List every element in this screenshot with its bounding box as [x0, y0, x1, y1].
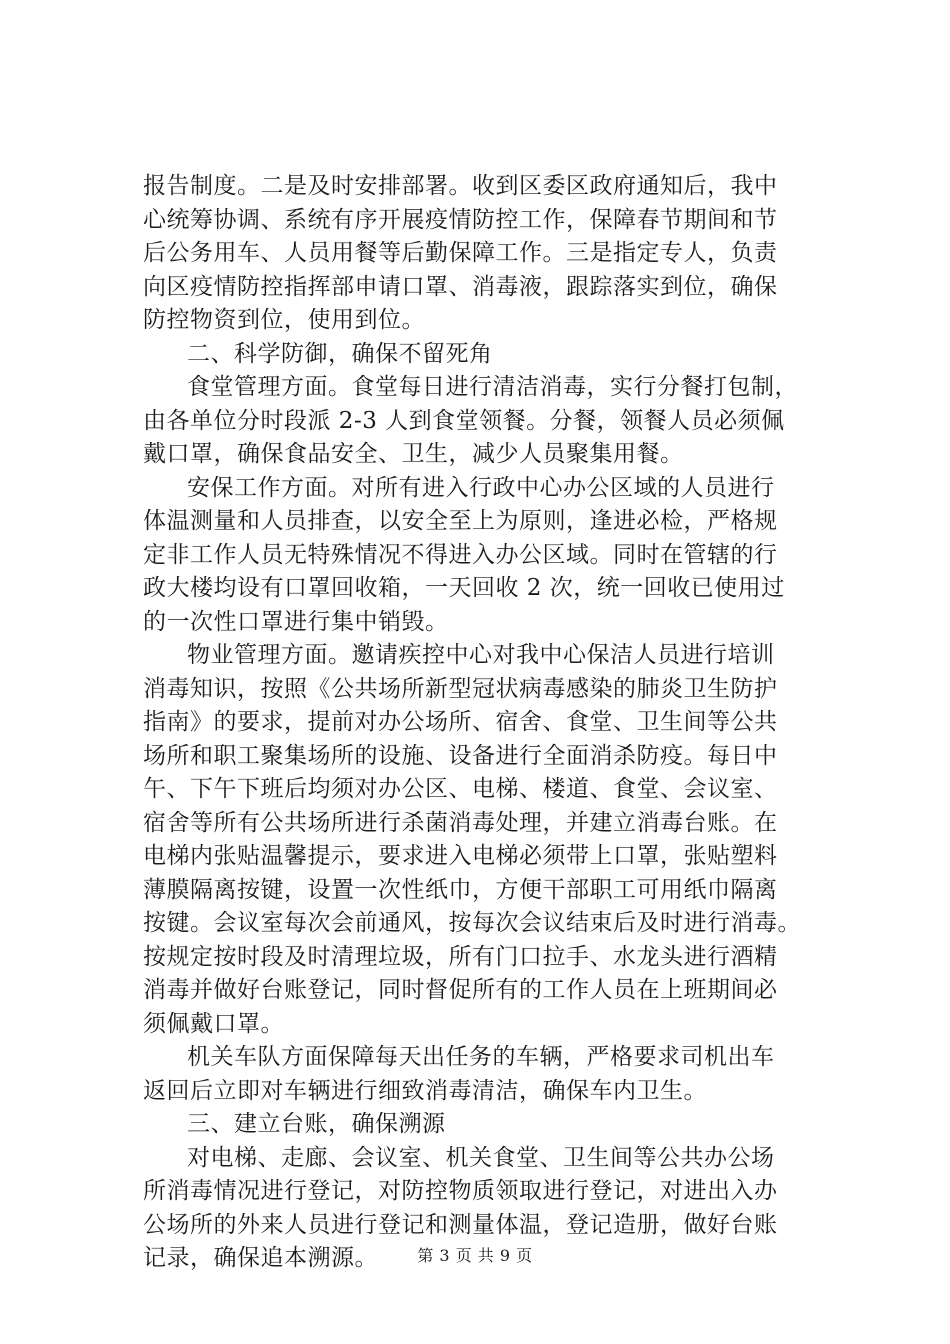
text-line: 三、建立台账，确保溯源 [187, 1111, 446, 1137]
text-line: 按键。会议室每次会前通风，按每次会议结束后及时进行消毒。 [143, 910, 801, 936]
text-line: 防控物资到位，使用到位。 [143, 307, 425, 333]
text-line: 返回后立即对车辆进行细致消毒清洁，确保车内卫生。 [143, 1077, 707, 1104]
text-line: 记录，确保追本溯源。 [143, 1245, 378, 1271]
text-line: 机关车队方面保障每天出任务的车辆，严格要求司机出车 [187, 1044, 775, 1070]
text-line: 后公务用车、人员用餐等后勤保障工作。三是指定专人，负责 [143, 240, 778, 266]
text-line: 戴口罩，确保食品安全、卫生，减少人员聚集用餐。 [143, 441, 684, 467]
text-line: 公场所的外来人员进行登记和测量体温，登记造册，做好台账 [143, 1211, 778, 1238]
text-line: 的一次性口罩进行集中销毁。 [143, 608, 449, 635]
text-line: 消毒并做好台账登记，同时督促所有的工作人员在上班期间必 [143, 977, 778, 1003]
text-line: 按规定按时段及时清理垃圾，所有门口拉手、水龙头进行酒精 [143, 943, 778, 970]
text-line: 宿舍等所有公共场所进行杀菌消毒处理，并建立消毒台账。在 [143, 809, 778, 836]
text-line: 体温测量和人员排查，以安全至上为原则，逢进必检，严格规 [143, 508, 778, 534]
text-line: 报告制度。二是及时安排部署。收到区委区政府通知后，我中 [143, 173, 778, 199]
body-text [143, 170, 833, 1276]
text-line: 消毒知识，按照《公共场所新型冠状病毒感染的肺炎卫生防护 [143, 675, 778, 702]
text-line: 所消毒情况进行登记，对防控物质领取进行登记，对进出入办 [143, 1178, 778, 1204]
text-line: 午、下午下班后均须对办公区、电梯、楼道、食堂、会议室、 [143, 776, 778, 802]
page-number-footer: 第 3 页 共 9 页 [417, 1246, 533, 1265]
text-line: 指南》的要求，提前对办公场所、宿舍、食堂、卫生间等公共 [143, 709, 778, 735]
text-line: 对电梯、走廊、会议室、机关食堂、卫生间等公共办公场 [187, 1144, 775, 1171]
text-line: 政大楼均设有口罩回收箱，一天回收 2 次，统一回收已使用过 [143, 575, 785, 601]
text-line: 定非工作人员无特殊情况不得进入办公区域。同时在管辖的行 [143, 541, 778, 568]
text-line: 须佩戴口罩。 [143, 1010, 284, 1037]
text-line: 场所和职工聚集场所的设施、设备进行全面消杀防疫。每日中 [143, 742, 778, 769]
text-line: 由各单位分时段派 2-3 人到食堂领餐。分餐，领餐人员必须佩 [143, 407, 785, 434]
text-line: 向区疫情防控指挥部申请口罩、消毒液，跟踪落实到位，确保 [143, 273, 778, 300]
text-line: 心统筹协调、系统有序开展疫情防控工作，保障春节期间和节 [143, 206, 778, 233]
text-line: 薄膜隔离按键，设置一次性纸巾，方便干部职工可用纸巾隔离 [143, 876, 778, 903]
text-line: 二、科学防御，确保不留死角 [187, 340, 493, 367]
text-line: 电梯内张贴温馨提示，要求进入电梯必须带上口罩，张贴塑料 [143, 843, 778, 869]
text-line: 物业管理方面。邀请疾控中心对我中心保洁人员进行培训 [187, 642, 775, 668]
text-line: 食堂管理方面。食堂每日进行清洁消毒，实行分餐打包制， [187, 374, 798, 400]
text-line: 安保工作方面。对所有进入行政中心办公区域的人员进行 [187, 474, 775, 501]
